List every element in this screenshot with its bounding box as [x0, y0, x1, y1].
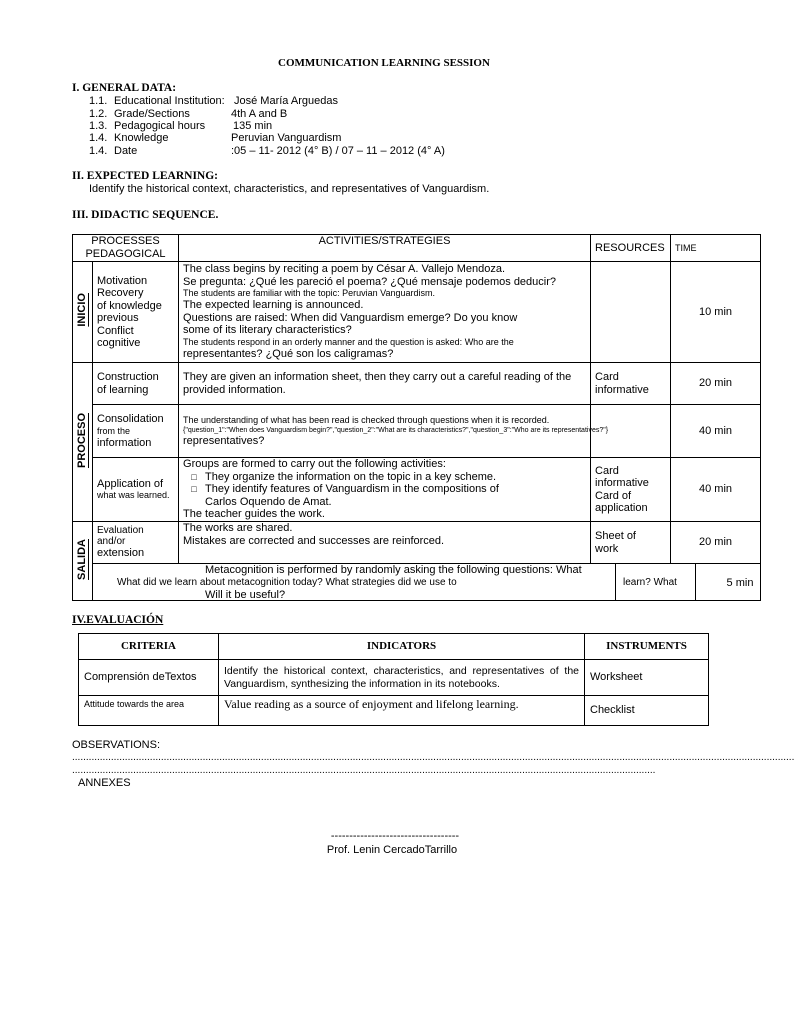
item-value: 135 min: [233, 120, 273, 132]
bullet-icon: □: [191, 471, 197, 482]
item-value: Peruvian Vanguardism: [231, 132, 342, 144]
process-item: cognitive: [97, 337, 141, 349]
table-row-evaluation: [73, 522, 761, 564]
table-row-metacognition: [73, 564, 761, 601]
observations-line: ..................................................................................................................................................................................................................: [72, 765, 656, 776]
table-row-construction: [73, 363, 761, 405]
bullet-icon: □: [191, 484, 197, 494]
activity-line: Mistakes are corrected and successes are reinforced.: [183, 534, 445, 547]
construction-resource: [591, 363, 671, 405]
table-row: [79, 660, 709, 696]
instrument-cell: Worksheet: [585, 660, 709, 696]
item-value: :05 – 11- 2012 (4° B) / 07 – 11 – 2012 (4° A): [231, 145, 445, 157]
construction-activity: They are given an information sheet, then they carry out a careful reading of the provided information.: [179, 363, 591, 405]
column-divider: [615, 564, 616, 601]
item-label: Pedagogical hours: [114, 120, 206, 132]
activity-line: Questions are raised: When did Vanguardism emerge? Do you know: [183, 311, 518, 324]
stage-inicio: [73, 262, 93, 363]
annexes-label: ANNEXES: [78, 777, 131, 789]
item-number: 1.3.: [89, 120, 108, 132]
resource-item: Card of: [595, 489, 632, 502]
activity-line: What did we learn about metacognition today? What strategies did we use to: [117, 577, 457, 588]
application-time: 40 min: [671, 458, 761, 522]
item-number: 1.1.: [89, 95, 108, 107]
header-resources: RESOURCES: [591, 235, 671, 262]
item-label: Knowledge: [114, 132, 169, 144]
item-number: 1.2.: [89, 108, 108, 120]
evaluation-header-row: [79, 634, 709, 660]
activity-line: The works are shared.: [183, 522, 293, 534]
process-item: previous: [97, 312, 139, 324]
activity-line: representantes? ¿Qué son los caligramas?: [183, 347, 394, 360]
resource-item: informative: [595, 477, 649, 489]
process-item: Construction: [97, 371, 159, 383]
item-value: 4th A and B: [231, 108, 288, 120]
stage-label-inicio: INICIO: [76, 293, 89, 328]
observations-line: ....................................................................................................................................................................................................................................................................: [72, 752, 794, 763]
table-row: [79, 696, 709, 726]
activity-line: Groups are formed to carry out the following activities:: [183, 458, 446, 470]
evaluation-table: [78, 633, 709, 726]
metacognition-activity: [93, 564, 761, 601]
construction-time: 20 min: [671, 363, 761, 405]
indicator-cell: Value reading as a source of enjoyment and lifelong learning.: [219, 696, 585, 726]
evaluation-resource: [591, 522, 671, 564]
evaluation-heading: IV.EVALUACIÓN: [72, 614, 164, 626]
observations-label: OBSERVATIONS:: [72, 739, 161, 751]
general-item-date: [0, 145, 768, 158]
process-item: Recovery: [97, 287, 144, 299]
activity-line: The class begins by reciting a poem by César A. Vallejo Mendoza.: [183, 263, 506, 275]
resource-item: Card: [595, 464, 619, 477]
activity-line: some of its literary characteristics?: [183, 324, 352, 336]
inicio-activities: [179, 262, 591, 363]
general-item-institution: [0, 95, 768, 108]
table-header-row: [73, 235, 761, 262]
item-value: José María Arguedas: [234, 95, 338, 107]
resource-item: Card: [595, 371, 619, 383]
activity-line: Se pregunta: ¿Qué les pareció el poema? ¿Qué mensaje podemos deducir?: [183, 275, 557, 288]
stage-label-salida: SALIDA: [76, 538, 89, 580]
process-item: information: [97, 436, 152, 449]
process-item: extension: [97, 547, 145, 560]
process-item: Motivation: [97, 274, 148, 287]
stage-salida: [73, 522, 93, 601]
construction-process: [93, 363, 179, 405]
header-criteria: CRITERIA: [79, 634, 219, 660]
table-row-consolidation: [73, 405, 761, 458]
application-process: [93, 458, 179, 522]
evaluation-time: 20 min: [671, 522, 761, 564]
process-item: Conflict: [97, 324, 134, 337]
inicio-resources: [591, 262, 671, 363]
indicator-cell: Identify the historical context, characteristics, and representatives of the Vanguardism, synthesizing the information in its notebooks.: [219, 660, 585, 696]
evaluation-process: [93, 522, 179, 564]
process-item: of learning: [97, 383, 149, 396]
document-title: COMMUNICATION LEARNING SESSION: [278, 57, 490, 69]
table-row-inicio: [73, 262, 761, 363]
list-item: [183, 471, 586, 484]
process-item: from the: [97, 425, 131, 436]
activity-line: {"question_1":"When does Vanguardism begin?","question_2":"What are its characteristics?","question_3":"Who are its representatives?"}: [183, 426, 609, 434]
criteria-cell: Attitude towards the area: [79, 696, 219, 726]
process-item: what was learned.: [97, 490, 170, 501]
general-item-knowledge: [0, 132, 768, 145]
header-indicators: INDICATORS: [219, 634, 585, 660]
item-label: Date: [114, 145, 138, 157]
item-label: Educational Institution:: [114, 95, 225, 107]
activity-line: The expected learning is announced.: [183, 299, 364, 311]
process-item: Consolidation: [97, 413, 164, 425]
didactic-sequence-table: [72, 234, 761, 601]
header-activities: ACTIVITIES/STRATEGIES: [179, 235, 591, 262]
process-item: Evaluation and/or: [97, 525, 144, 548]
item-number: 1.4.: [89, 145, 108, 157]
application-activity: [179, 458, 591, 522]
activity-line: The teacher guides the work.: [183, 508, 325, 520]
stage-proceso: [73, 363, 93, 522]
expected-learning-heading: II. EXPECTED LEARNING:: [72, 170, 219, 182]
signature-line: -----------------------------------: [330, 830, 460, 842]
item-label: Grade/Sections: [114, 108, 190, 120]
resource-item: work: [595, 542, 619, 555]
resource-item: informative: [595, 383, 649, 396]
activity-line: The students are familiar with the topic: Peruvian Vanguardism.: [183, 288, 435, 298]
bullet-text: They organize the information on the topic in a key scheme.: [205, 470, 497, 483]
application-resource: [591, 458, 671, 522]
didactic-sequence-heading: III. DIDACTIC SEQUENCE.: [72, 209, 219, 221]
inicio-processes: [93, 262, 179, 363]
activity-line: learn? What: [623, 577, 677, 588]
process-item: of knowledge: [97, 299, 162, 312]
list-item: [183, 483, 586, 496]
stage-label-proceso: PROCESO: [76, 412, 89, 468]
activity-line: Metacognition is performed by randomly asking the following questions: What: [205, 564, 582, 576]
instrument-cell: Checklist: [585, 696, 709, 726]
criteria-cell: Comprensión deTextos: [79, 660, 219, 696]
metacognition-time: 5 min: [726, 577, 754, 589]
activity-line: The students respond in an orderly manner and the question is asked: Who are the: [183, 336, 514, 347]
evaluation-activity: [179, 522, 591, 564]
bullet-text: They identify features of Vanguardism in the compositions of: [205, 483, 499, 495]
resource-item: application: [595, 502, 648, 514]
consolidation-process: [93, 405, 179, 458]
signature-name: Prof. Lenin CercadoTarrillo: [326, 844, 458, 856]
header-processes: PROCESSES PEDAGOGICAL: [73, 235, 179, 262]
process-item: Application of: [97, 477, 164, 490]
general-data-heading: I. GENERAL DATA:: [72, 82, 177, 94]
table-row-application: [73, 458, 761, 522]
activity-line: The understanding of what has been read is checked through questions when it is recorded.: [183, 414, 550, 425]
activity-line: Carlos Oquendo de Amat.: [205, 495, 332, 508]
consolidation-activity: [179, 405, 609, 458]
header-time: TIME: [671, 235, 761, 262]
consolidation-time: 40 min: [671, 405, 761, 458]
activity-line: Will it be useful?: [205, 589, 286, 601]
activity-line: representatives?: [183, 434, 265, 447]
inicio-time: 10 min: [671, 262, 761, 363]
header-instruments: INSTRUMENTS: [585, 634, 709, 660]
resource-item: Sheet of: [595, 530, 636, 542]
item-number: 1.4.: [89, 132, 108, 144]
expected-learning-text: Identify the historical context, characteristics, and representatives of Vanguardism.: [89, 183, 490, 195]
